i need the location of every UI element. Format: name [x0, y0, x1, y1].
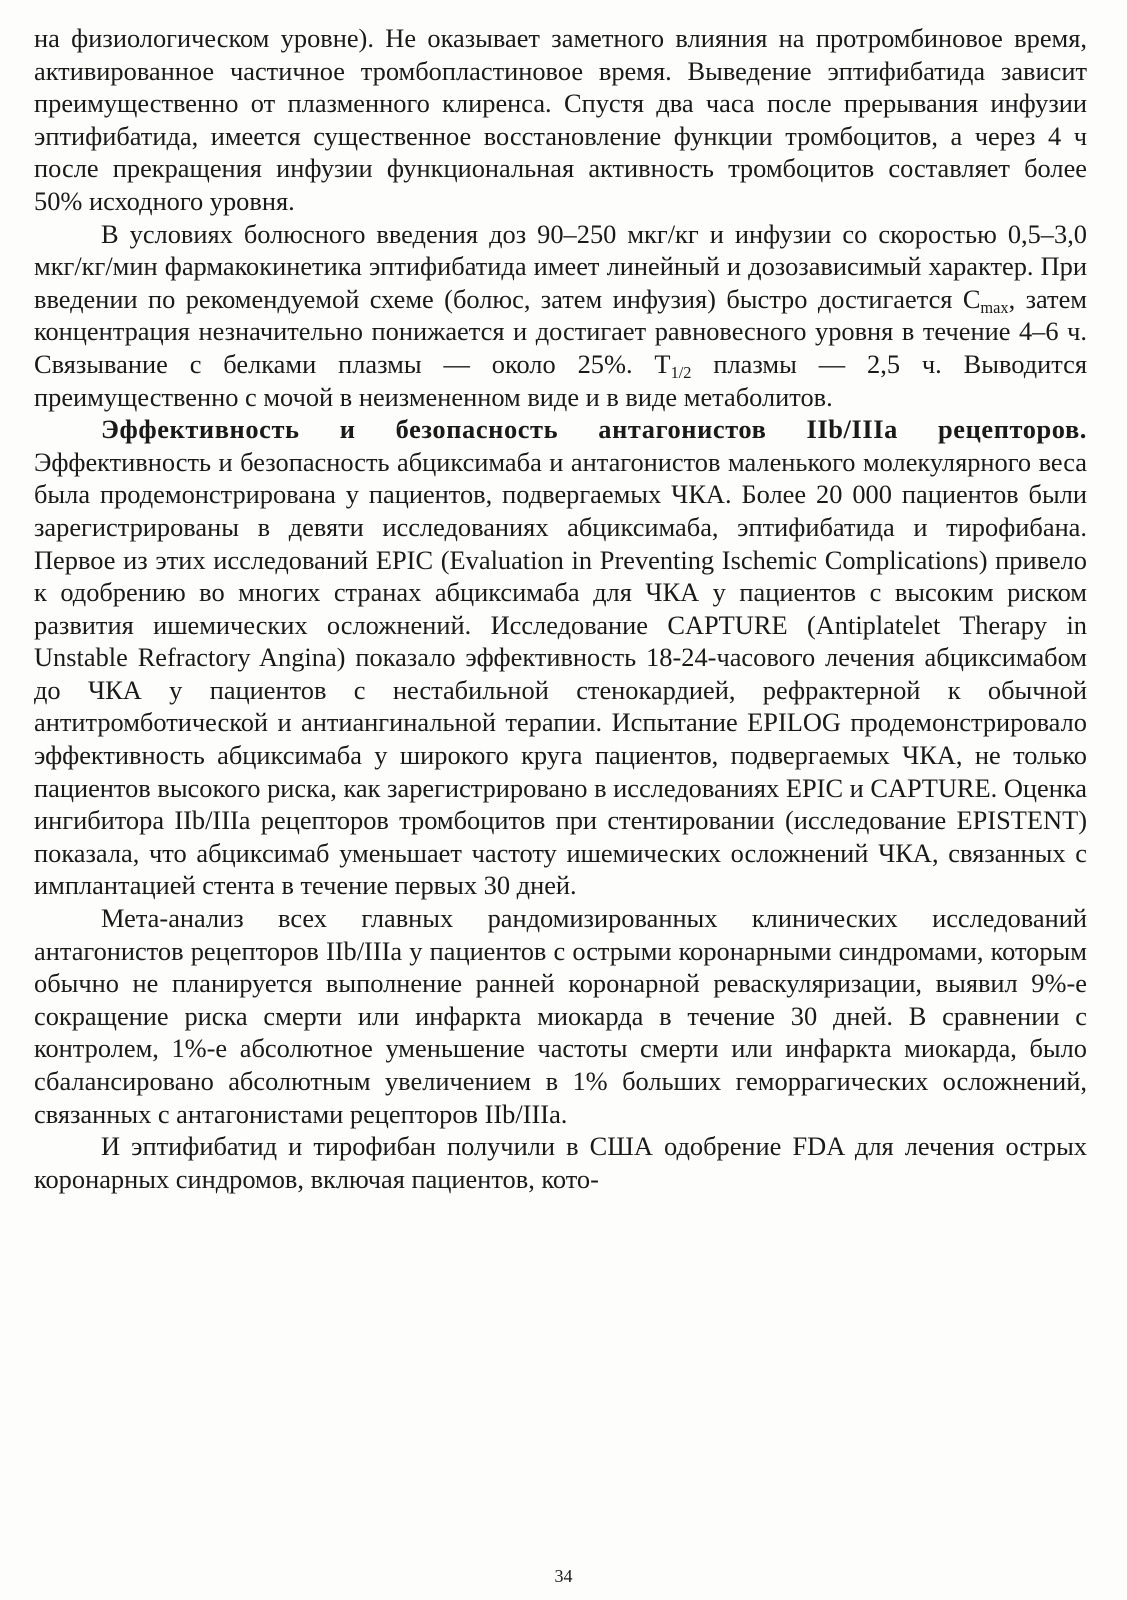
- paragraph-elimination: [34, 22, 1087, 218]
- paragraph-meta-analysis: [34, 902, 1087, 1130]
- subscript-max: max: [980, 297, 1009, 317]
- text-run: плазмы — 2,5 ч. Выводится преимущественно с мочой в неизмененном виде и в виде метаболитов.: [34, 348, 1087, 412]
- paragraph-text: Эффективность и безопасность абциксимаба и антагонистов маленького молекулярного веса была продемонстрирована у пациентов, подвергаемых ЧКА. Более 20 000 пациентов были зарегистрированы в девяти исследованиях абциксимаба, эптифибатида и тирофибана. Первое из этих исследований EPIC (Evaluation in Preventing Ischemic Complications) привело к одобрению во многих странах абциксимаба для ЧКА у пациентов с высоким риском развития ишемических осложнений. Исследование CAPTURE (Antiplatelet Therapy in Unstable Refractory Angina) показало эффективность 18-24-часового лечения абциксимабом до ЧКА у пациентов с нестабильной стенокардией, рефрактерной к обычной антитромботической и антиангинальной терапии. Испытание EPILOG продемонстрировало эффективность абциксимаба у широкого круга пациентов, подвергаемых ЧКА, не только пациентов высокого риска, как зарегистрировано в исследованиях EPIC и CAPTURE. Оценка ингибитора IIb/IIIa рецепторов тромбоцитов при стентировании (исследование EPISTENT) показала, что абциксимаб уменьшает частоту ишемических осложнений ЧКА, связанных с имплантацией стента в течение первых 30 дней.: [34, 446, 1087, 901]
- paragraph-text: на физиологическом уровне). Не оказывает заметного влияния на протромбиновое время, активированное частичное тромбопластиновое время. Выведение эптифибатида зависит преимущественно от плазменного клиренса. Спустя два часа после прерывания инфузии эптифибатида, имеется существенное восстановление функции тромбоцитов, а через 4 ч после прекращения инфузии функциональная активность тромбоцитов составляет более 50% исходного уровня.: [34, 23, 1087, 216]
- text-run: , затем концентрация незначительно понижается и достигает равновесного уровня в течение 4–6 ч. Связывание с белками плазмы — около 25%. T: [34, 283, 1087, 379]
- paragraph-fda-approval: [34, 1130, 1087, 1195]
- section-heading-inline: Эффективность и безопасность антагонистов IIb/IIIa рецепторов.: [101, 414, 1087, 445]
- paragraph-pharmacokinetics: [34, 218, 1087, 414]
- paragraph-text: И эптифибатид и тирофибан получили в США одобрение FDA для лечения острых коронарных синдромов, включая пациентов, кото-: [34, 1131, 1087, 1194]
- text-run: В условиях болюсного введения доз 90–250 мкг/кг и инфузии со скоростью 0,5–3,0 мкг/кг/мин фармакокинетика эптифибатида имеет линейный и дозозависимый характер. При введении по рекомендуемой схеме (болюс, затем инфузия) быстро достигается C: [34, 218, 1087, 314]
- subscript-half: 1/2: [670, 362, 692, 382]
- page-number: 34: [554, 1566, 573, 1586]
- paragraph-text: Мета-анализ всех главных рандомизированных клинических исследований антагонистов рецепторов IIb/IIIa у пациентов с острыми коронарными синдромами, которым обычно не планируется выполнение ранней коронарной реваскуляризации, выявил 9%-е сокращение риска смерти или инфаркта миокарда в течение 30 дней. В сравнении с контролем, 1%-е абсолютное уменьшение частоты смерти или инфаркта миокарда, было сбалансировано абсолютным увеличением в 1% больших геморрагических осложнений, связанных с антагонистами рецепторов IIb/IIIa.: [34, 903, 1087, 1129]
- page-body: [34, 22, 1087, 1195]
- paragraph-efficacy: [34, 413, 1087, 902]
